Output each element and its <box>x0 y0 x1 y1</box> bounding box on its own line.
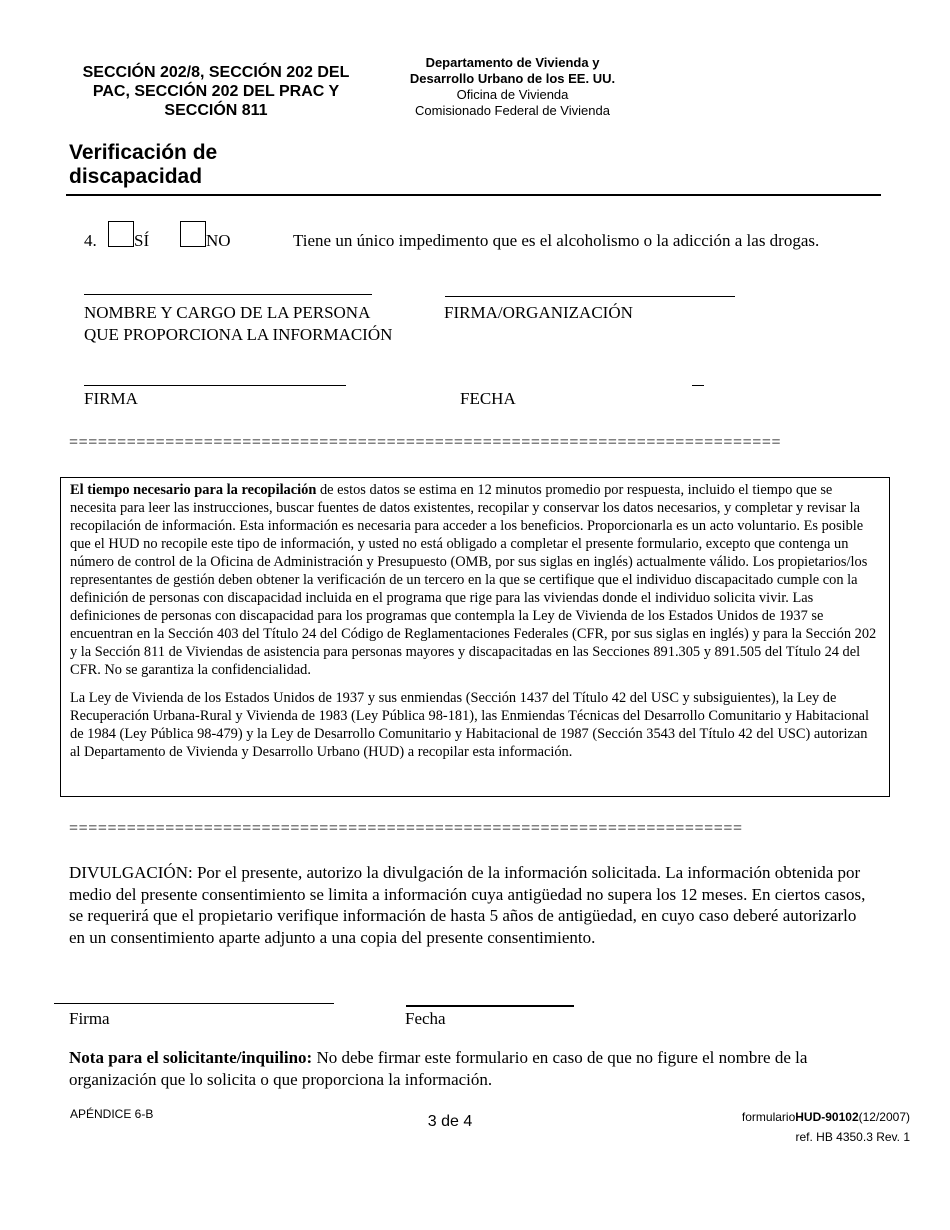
department-line-1: Departamento de Vivienda y <box>425 55 600 70</box>
signature-field[interactable] <box>84 385 346 386</box>
release-signature-field[interactable] <box>54 1003 334 1004</box>
firm-organization-label: FIRMA/ORGANIZACIÓN <box>444 303 633 322</box>
department-line-4: Comisionado Federal de Vivienda <box>415 103 610 118</box>
form-number: HUD-90102 <box>795 1110 859 1124</box>
form-title: Verificación de discapacidad <box>69 141 218 188</box>
name-title-label <box>84 302 392 346</box>
department-block <box>395 55 630 119</box>
no-checkbox[interactable] <box>180 221 206 247</box>
name-title-field[interactable] <box>84 294 372 295</box>
release-date-label: Fecha <box>405 1009 446 1028</box>
no-label: NO <box>206 231 231 250</box>
note-text: No debe firmar este formulario en caso de que no figure el nombre de la organización que lo solicita o que proporciona la información. <box>69 1048 808 1089</box>
release-date-field[interactable] <box>406 1005 574 1007</box>
firm-organization-field[interactable] <box>445 296 735 297</box>
divider-line: ====================================================================== <box>69 820 743 837</box>
name-title-label-line-1: NOMBRE Y CARGO DE LA PERSONA <box>84 303 371 322</box>
note-lead: Nota para el solicitante/inquilino: <box>69 1048 313 1067</box>
title-rule <box>66 194 881 196</box>
applicant-note <box>69 1047 859 1091</box>
form-reference <box>742 1107 910 1147</box>
burden-lead: El tiempo necesario para la recopilación <box>70 482 317 498</box>
date-label: FECHA <box>460 389 516 408</box>
appendix-label: APÉNDICE 6-B <box>70 1107 154 1121</box>
form-date: (12/2007) <box>858 1110 910 1124</box>
burden-text: de estos datos se estima en 12 minutos promedio por respuesta, incluido el tiempo que se necesita para leer las instrucciones, buscar fuentes de datos existentes, recopilar y conservar los datos necesarios, y completar y revisar la recopilación de información. Esta información es necesaria para acceder a los beneficios. Proporcionarla es un acto voluntario. Es posible que el HUD no recopile este tipo de información, y usted no está obligado a completar el presente formulario, excepto que contenga un número de control de la Oficina de Administración y Presupuesto (OMB, por sus siglas en inglés) actualmente válido. Los propietarios/los representantes de gestión deben obtener la verificación de un tercero en la que se certifique que el individuo discapacitado cumple con la definición de personas con discapacidad incluida en el programa que rige para las viviendas donde el individuo solicita vivir. Las definiciones de personas con discapacidad para los programas que contempla la Ley de Vivienda de los Estados Unidos de 1937 se encuentran en la Sección 403 del Título 24 del Código de Reglamentaciones Federales (CFR, por sus siglas en inglés) y para la Sección 202 y la Sección 811 de Viviendas de asistencia para personas mayores y discapacitadas en las Secciones 891.305 y 891.505 del Título 24 del CFR. No se garantiza la confidencialidad. <box>70 482 877 678</box>
divider-line: ========================================================================== <box>69 434 782 451</box>
department-line-3: Oficina de Vivienda <box>456 87 569 102</box>
yes-checkbox[interactable] <box>108 221 134 247</box>
signature-label: FIRMA <box>84 389 138 408</box>
name-title-label-line-2: QUE PROPORCIONA LA INFORMACIÓN <box>84 325 393 344</box>
department-line-2: Desarrollo Urbano de los EE. UU. <box>409 71 616 86</box>
question-text: Tiene un único impedimento que es el alcoholismo o la adicción a las drogas. <box>293 231 820 250</box>
form-number-line <box>742 1107 910 1127</box>
form-prefix: formulario <box>741 1110 796 1124</box>
burden-statement-box <box>60 477 890 797</box>
authority-paragraph: La Ley de Vivienda de los Estados Unidos de 1937 y sus enmiendas (Sección 1437 del Título 42 del USC y subsiguientes), la Ley de Recuperación Urbana-Rural y Vivienda de 1983 (Ley Pública 98-181), las Enmiendas Técnicas del Desarrollo Comunitario y Habitacional de 1984 (Ley Pública 98-479) y la Ley de Desarrollo Comunitario y Habitacional de 1987 (Sección 3543 del Título 42 del USC) autorizan al Departamento de Vivienda y Desarrollo Urbano (HUD) a recopilar esta información. <box>70 690 870 760</box>
page-number: 3 de 4 <box>427 1113 473 1130</box>
question-number: 4. <box>84 231 97 250</box>
yes-label: SÍ <box>134 231 150 250</box>
release-signature-label: Firma <box>69 1009 110 1028</box>
release-statement: DIVULGACIÓN: Por el presente, autorizo la divulgación de la información solicitada. La información obtenida por medio del presente consentimiento se limita a información cuya antigüedad no supera los 12 meses. En ciertos casos, se requerirá que el propietario verifique información de hasta 5 años de antigüedad, en cuyo caso deberé autorizarlo en un consentimiento aparte adjunto a una copia del presente consentimiento. <box>69 863 866 947</box>
handbook-reference: ref. HB 4350.3 Rev. 1 <box>795 1130 910 1144</box>
program-title: SECCIÓN 202/8, SECCIÓN 202 DEL PAC, SECCIÓN 202 DEL PRAC Y SECCIÓN 811 <box>82 64 350 119</box>
date-field[interactable] <box>692 385 704 386</box>
burden-paragraph-1 <box>70 481 881 679</box>
